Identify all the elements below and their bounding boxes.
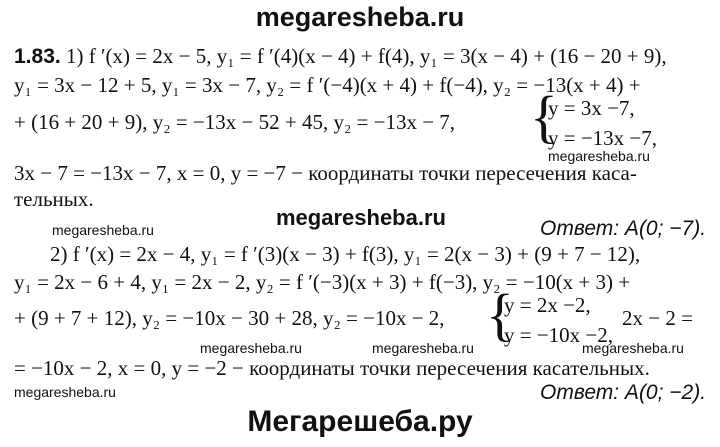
system-brace-1: { <box>530 84 558 149</box>
watermark-small-4: megaresheba.ru <box>372 340 474 356</box>
system2-line1: y = 2x −2, <box>504 293 591 317</box>
solution-part1-line5: тельных. <box>14 187 94 211</box>
solution-part1-line1 <box>14 46 667 67</box>
watermark-mid: megaresheba.ru <box>276 205 446 230</box>
watermark-small-5: megaresheba.ru <box>582 340 684 356</box>
system2-line2: y = −10x −2, <box>504 323 614 347</box>
solution-part2-line3-tail: 2x − 2 = <box>622 306 693 330</box>
solution-part1-line4: 3x − 7 = −13x − 7, x = 0, y = −7 − координаты точки пересечения каса- <box>14 161 637 185</box>
solution-part1-line3: + (16 + 20 + 9), y₂ = −13x − 52 + 45, y₂ = −13x − 7, <box>14 110 456 134</box>
watermark-top: megaresheba.ru <box>255 2 465 32</box>
problem-number: 1.83. <box>14 45 61 68</box>
watermark-bottom: Мегарешеба.ру <box>247 405 473 438</box>
solution-part2-line1: 2) f ′(x) = 2x − 4, y₁ = f ′(3)(x − 3) + f(3), y₁ = 2(x − 3) + (9 + 7 − 12), <box>50 242 641 266</box>
system1-line1: y = 3x −7, <box>548 96 635 120</box>
solution-part1-line2: y₁ = 3x − 12 + 5, y₁ = 3x − 7, y₂ = f ′(−4)(x + 4) + f(−4), y₂ = −13(x + 4) + <box>14 73 641 97</box>
answer-part1: Ответ: A(0; −7). <box>540 217 707 240</box>
solution-part2-line4: = −10x − 2, x = 0, y = −2 − координаты точки пересечения касательных. <box>14 356 650 380</box>
solution-part2-line3: + (9 + 7 + 12), y₂ = −10x − 30 + 28, y₂ = −10x − 2, <box>14 306 445 330</box>
watermark-small-3: megaresheba.ru <box>200 340 302 356</box>
watermark-small-1: megaresheba.ru <box>548 148 650 164</box>
system-brace-2: { <box>486 282 514 347</box>
watermark-small-6: megaresheba.ru <box>14 384 116 400</box>
solution-part2-line2: y₁ = 2x − 6 + 4, y₁ = 2x − 2, y₂ = f ′(−3)(x + 3) + f(−3), y₂ = −10(x + 3) + <box>14 270 631 294</box>
watermark-small-2: megaresheba.ru <box>52 222 154 238</box>
part1-line1-text: 1) f ′(x) = 2x − 5, y₁ = f ′(4)(x − 4) + f(4), y₁ = 3(x − 4) + (16 − 20 + 9), <box>65 44 667 68</box>
answer-part2: Ответ: A(0; −2). <box>540 381 707 404</box>
system1-line2: y = −13x −7, <box>548 126 658 150</box>
